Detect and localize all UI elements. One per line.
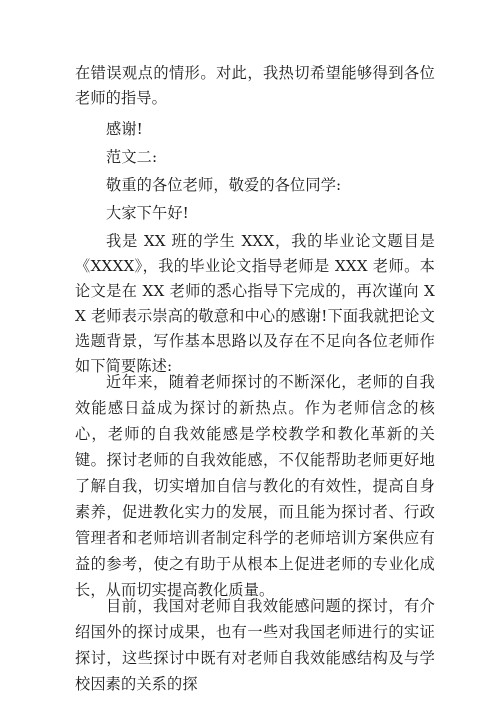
paragraph-current-research: 目前，我国对老师自我效能感问题的探讨，有介绍国外的探讨成果，也有一些对我国老师进行的实证探讨，这些探讨中既有对老师自我效能感结构及与学校因素的关系的探: [75, 597, 435, 693]
paragraph-thanks: 感谢!: [106, 120, 143, 138]
paragraph-closing-request: 在错误观点的情形。对此，我热切希望能够得到各位老师的指导。: [75, 64, 435, 107]
paragraph-salutation: 敬重的各位老师，敬爱的各位同学:: [106, 176, 342, 194]
paragraph-greeting: 大家下午好!: [106, 204, 189, 222]
paragraph-sample-heading: 范文二:: [106, 148, 158, 166]
paragraph-background: 近年来，随着老师探讨的不断深化，老师的自我效能感日益成为探讨的新热点。作为老师信念的核心，老师的自我效能感是学校教学和教化革新的关键。探讨老师的自我效能感，不仅能帮助老师更好地了解自我，切实增加自信与教化的有效性，提高自身素养，促进教化实力的发展，而且能为探讨者、行政管理者和老师培训者制定科学的老师培训方案供应有益的参考，使之有助于从根本上促进老师的专业化成长，从而切实提高教化质量。: [75, 373, 435, 599]
paragraph-introduction: 我是 XX 班的学生 XXX，我的毕业论文题目是《XXXX》，我的毕业论文指导老师是 XXX 老师。本论文是在 XX 老师的悉心指导下完成的，再次谨向 XX 老师表示崇高的敬意和中心的感谢!下面我就把论文选题背景，写作基本思路以及存在不足向各位老师作如下简要陈述:: [75, 232, 435, 375]
